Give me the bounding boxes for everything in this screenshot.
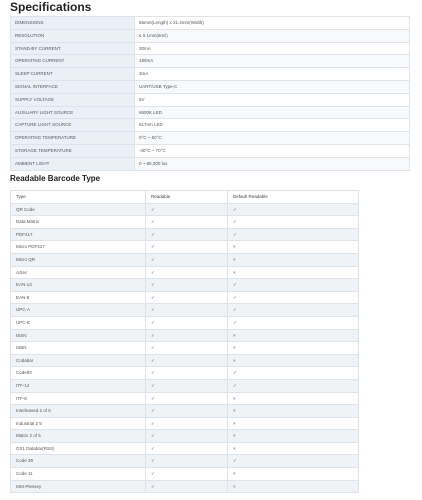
barcode-type: Code 39 — [11, 455, 146, 468]
readable-mark: ✓ — [146, 442, 228, 455]
barcode-type: Code93 — [11, 367, 146, 380]
spec-row — [11, 17, 410, 30]
barcode-row — [11, 392, 359, 405]
barcode-row — [11, 291, 359, 304]
spec-key: SUPPLY VOLTAGE — [11, 93, 135, 106]
spec-row — [11, 55, 410, 68]
spec-key: STAND-BY CURRENT — [11, 42, 135, 55]
barcode-type: Industrial 2 5 — [11, 417, 146, 430]
readable-mark: ✓ — [146, 417, 228, 430]
header-readable: Readable — [146, 191, 228, 204]
readable-mark: ✓ — [146, 291, 228, 304]
spec-key: DIMENSIONS — [11, 17, 135, 30]
readable-mark: ✓ — [146, 405, 228, 418]
spec-row — [11, 29, 410, 42]
specifications-title: Specifications — [10, 0, 92, 14]
barcode-row — [11, 480, 359, 493]
readable-mark: ✓ — [146, 354, 228, 367]
barcode-table-body — [11, 203, 359, 493]
default-readable-mark: × — [228, 253, 359, 266]
default-readable-mark: ✓ — [228, 455, 359, 468]
spec-row — [11, 144, 410, 157]
header-default-readable: Default Readable — [228, 191, 359, 204]
readable-mark: ✓ — [146, 316, 228, 329]
barcode-type: EAN-13 — [11, 279, 146, 292]
barcode-row — [11, 442, 359, 455]
spec-value: ≤ 0.1mm(6mil) — [135, 29, 410, 42]
spec-key: RESOLUTION — [11, 29, 135, 42]
spec-key: CAPTURE LIGHT SOURCE — [11, 119, 135, 132]
default-readable-mark: ✓ — [228, 304, 359, 317]
barcode-type: EAN-8 — [11, 291, 146, 304]
barcode-row — [11, 216, 359, 229]
spec-row — [11, 157, 410, 170]
spec-value: 0°C ~ 50°C — [135, 132, 410, 145]
barcode-row — [11, 367, 359, 380]
barcode-row — [11, 266, 359, 279]
barcode-type: Code 11 — [11, 468, 146, 481]
barcode-type: Micro PDF417 — [11, 241, 146, 254]
spec-value: -40°C ~ 70°C — [135, 144, 410, 157]
readable-mark: ✓ — [146, 241, 228, 254]
default-readable-mark: × — [228, 430, 359, 443]
barcode-type: UPC-E — [11, 316, 146, 329]
readable-mark: ✓ — [146, 367, 228, 380]
barcode-row — [11, 379, 359, 392]
readable-mark: ✓ — [146, 266, 228, 279]
default-readable-mark: × — [228, 405, 359, 418]
barcode-type: ITF-6 — [11, 392, 146, 405]
barcode-row — [11, 430, 359, 443]
readable-mark: ✓ — [146, 203, 228, 216]
spec-row — [11, 106, 410, 119]
barcode-type: Data Matrix — [11, 216, 146, 229]
spec-row — [11, 93, 410, 106]
spec-value: 3mA — [135, 68, 410, 81]
spec-key: OPERATING CURRENT — [11, 55, 135, 68]
spec-value: UART/USB Type-C — [135, 80, 410, 93]
barcode-type: Interleaved 2 of 5 — [11, 405, 146, 418]
spec-value: 0 ~ 86,000 lux — [135, 157, 410, 170]
readable-mark: ✓ — [146, 468, 228, 481]
readable-mark: ✓ — [146, 253, 228, 266]
spec-key: AUXILIARY LIGHT SOURCE — [11, 106, 135, 119]
default-readable-mark: × — [228, 241, 359, 254]
readable-mark: ✓ — [146, 379, 228, 392]
default-readable-mark: × — [228, 468, 359, 481]
readable-mark: ✓ — [146, 430, 228, 443]
spec-key: AMBIENT LIGHT — [11, 157, 135, 170]
spec-value: 5V — [135, 93, 410, 106]
barcode-row — [11, 253, 359, 266]
default-readable-mark: × — [228, 480, 359, 493]
barcode-type: Micro QR — [11, 253, 146, 266]
barcode-row — [11, 468, 359, 481]
barcode-header-row — [11, 191, 359, 204]
spec-key: STORAGE TEMPERATURE — [11, 144, 135, 157]
spec-value: 55mm(Length) x 21.4mm(Width) — [135, 17, 410, 30]
default-readable-mark: × — [228, 354, 359, 367]
barcode-row — [11, 329, 359, 342]
spec-row — [11, 132, 410, 145]
spec-row — [11, 68, 410, 81]
barcode-row — [11, 203, 359, 216]
header-type: Type — [11, 191, 146, 204]
barcode-type: ISBN — [11, 342, 146, 355]
barcode-type: MSI-Plessey — [11, 480, 146, 493]
barcode-type: Aztec — [11, 266, 146, 279]
barcode-row — [11, 455, 359, 468]
readable-mark: ✓ — [146, 228, 228, 241]
barcode-row — [11, 241, 359, 254]
readable-mark: ✓ — [146, 329, 228, 342]
spec-value: 6500K LED — [135, 106, 410, 119]
readable-mark: ✓ — [146, 304, 228, 317]
barcode-table-header — [11, 191, 359, 204]
readable-barcode-title: Readable Barcode Type — [10, 174, 101, 183]
barcode-type: ITF-14 — [11, 379, 146, 392]
readable-mark: ✓ — [146, 216, 228, 229]
readable-mark: ✓ — [146, 392, 228, 405]
barcode-table — [10, 190, 359, 493]
barcode-type: Codabar — [11, 354, 146, 367]
default-readable-mark: ✓ — [228, 316, 359, 329]
specifications-table — [10, 16, 410, 171]
spec-value: 617nm LED — [135, 119, 410, 132]
spec-row — [11, 119, 410, 132]
spec-row — [11, 42, 410, 55]
default-readable-mark: ✓ — [228, 279, 359, 292]
default-readable-mark: × — [228, 329, 359, 342]
specifications-table-body — [11, 17, 410, 171]
default-readable-mark: ✓ — [228, 379, 359, 392]
default-readable-mark: × — [228, 342, 359, 355]
default-readable-mark: ✓ — [228, 216, 359, 229]
barcode-type: UPC-A — [11, 304, 146, 317]
default-readable-mark: × — [228, 392, 359, 405]
default-readable-mark: ✓ — [228, 367, 359, 380]
barcode-row — [11, 405, 359, 418]
readable-mark: ✓ — [146, 455, 228, 468]
barcode-row — [11, 417, 359, 430]
default-readable-mark: × — [228, 442, 359, 455]
spec-key: OPERATING TEMPERATURE — [11, 132, 135, 145]
barcode-type: PDF417 — [11, 228, 146, 241]
default-readable-mark: ✓ — [228, 228, 359, 241]
spec-key: SLEEP CURRENT — [11, 68, 135, 81]
readable-mark: ✓ — [146, 279, 228, 292]
barcode-row — [11, 279, 359, 292]
barcode-type: QR Code — [11, 203, 146, 216]
default-readable-mark: ✓ — [228, 203, 359, 216]
readable-mark: ✓ — [146, 342, 228, 355]
barcode-row — [11, 228, 359, 241]
barcode-type: GS1 Databar(RSS) — [11, 442, 146, 455]
barcode-type: ISSN — [11, 329, 146, 342]
barcode-row — [11, 354, 359, 367]
default-readable-mark: ✓ — [228, 291, 359, 304]
spec-value: 30mA — [135, 42, 410, 55]
barcode-row — [11, 342, 359, 355]
spec-key: SIGNAL INTERFACE — [11, 80, 135, 93]
barcode-type: Matrix 2 of 5 — [11, 430, 146, 443]
default-readable-mark: × — [228, 417, 359, 430]
readable-mark: ✓ — [146, 480, 228, 493]
default-readable-mark: × — [228, 266, 359, 279]
barcode-row — [11, 304, 359, 317]
spec-value: 180mA — [135, 55, 410, 68]
spec-row — [11, 80, 410, 93]
barcode-row — [11, 316, 359, 329]
